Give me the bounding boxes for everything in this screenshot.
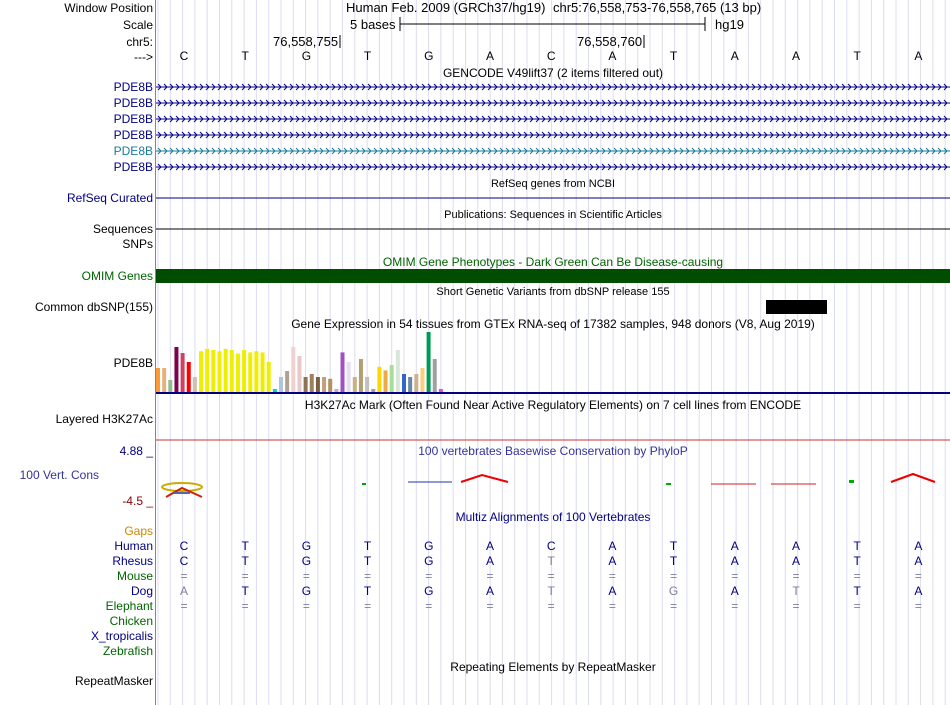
alignment-base-elephant: = [241,599,249,613]
alignment-base-mouse: = [180,569,188,583]
phylop-min-label: -4.5 _ [122,494,153,508]
alignment-base-elephant: = [731,599,739,613]
alignment-base-rhesus: A [791,554,801,568]
gtex-tissue-bar [408,377,412,392]
alignment-base-rhesus: A [485,554,495,568]
alignment-base-elephant: = [302,599,310,613]
gtex-tissue-bar [285,371,289,392]
phylop-max-label: 4.88 _ [119,444,153,458]
alignment-base-dog: T [547,584,555,598]
alignment-base-elephant: = [547,599,555,613]
coordinate-tick-1: 76,558,755 [273,34,339,49]
dbsnp-track-title[interactable]: Short Genetic Variants from dbSNP release 155 [436,286,670,298]
species-label-mouse: Mouse [116,569,153,583]
alignment-base-human: G [301,539,312,553]
gtex-tissue-bar [433,359,437,392]
gencode-track-title[interactable]: GENCODE V49lift37 (2 items filtered out) [442,66,664,80]
gtex-tissue-bar [242,350,246,392]
gencode-gene-label-1[interactable]: PDE8B [113,80,153,94]
alignment-base-mouse: = [241,569,249,583]
dbsnp-variant-bar [766,300,827,314]
gtex-tissue-bar [347,362,351,392]
omim-track-title[interactable]: OMIM Gene Phenotypes - Dark Green Can Be Disease-causing [382,255,724,269]
alignment-base-rhesus: G [424,554,434,568]
alignment-base-rhesus: C [179,554,189,568]
species-label-xtropicalis: X_tropicalis [90,629,153,643]
gtex-tissue-bar [291,347,295,392]
publications-track-title[interactable]: Publications: Sequences in Scientific Articles [444,209,662,221]
sequence-base: A [485,49,495,63]
alignment-base-dog: A [914,584,923,598]
gtex-track-title[interactable]: Gene Expression in 54 tissues from GTEx RNA-seq of 17382 samples, 948 donors (V8, Aug 2019) [291,317,815,331]
sequence-base: G [424,49,434,63]
gtex-tissue-bar [359,359,363,392]
sequence-base: A [791,49,801,63]
sequence-base: C [546,49,556,63]
alignment-base-mouse: = [853,569,861,583]
species-label-zebrafish: Zebrafish [102,644,153,658]
alignment-base-elephant: = [608,599,616,613]
alignment-base-elephant: = [364,599,372,613]
alignment-base-rhesus: T [853,554,861,568]
repeatmasker-track-title[interactable]: Repeating Elements by RepeatMasker [450,660,656,674]
scale-db-text: hg19 [715,17,744,32]
alignment-base-dog: T [853,584,861,598]
gtex-tissue-bar [328,379,332,392]
gtex-tissue-bar [439,389,443,392]
alignment-base-elephant: = [792,599,800,613]
phylop-track-title[interactable]: 100 vertebrates Basewise Conservation by PhyloP [418,444,688,458]
alignment-base-rhesus: T [669,554,678,568]
gtex-tissue-bar [261,352,265,392]
gtex-tissue-bar [365,377,369,392]
gtex-tissue-bar [187,362,191,392]
multiz-track-title[interactable]: Multiz Alignments of 100 Vertebrates [455,510,651,524]
gtex-tissue-bar [297,356,301,392]
alignment-base-human: A [914,539,923,553]
alignment-base-elephant: = [670,599,678,613]
snps-label[interactable]: SNPs [122,237,153,251]
alignment-base-mouse: = [486,569,494,583]
alignment-base-dog: G [668,584,679,598]
sequence-base: T [669,49,678,63]
gtex-tissue-bar [402,374,406,392]
alignment-base-dog: A [179,584,189,598]
alignment-base-human: T [669,539,678,553]
species-label-chicken: Chicken [109,614,153,628]
gtex-tissue-bar [162,368,166,392]
track-image[interactable] [156,0,950,705]
repeatmasker-label[interactable]: RepeatMasker [74,674,153,688]
sequence-base: A [608,49,617,63]
phylop-logo-a [891,474,935,482]
phylop-tick [666,483,671,485]
sequence-base: T [853,49,861,63]
strand-arrow-label: ---> [134,50,153,64]
sequence-base: G [301,49,312,63]
alignment-base-rhesus: A [730,554,739,568]
phylop-logo-a [461,475,508,482]
alignment-base-elephant: = [853,599,861,613]
gtex-tissue-bar [371,389,375,392]
gtex-tissue-bar [279,377,283,392]
alignment-base-dog: A [485,584,495,598]
alignment-base-human: A [730,539,739,553]
gencode-gene-label-5[interactable]: PDE8B [113,144,153,158]
gtex-tissue-bar [316,377,320,392]
gtex-tissue-bar [205,349,209,392]
sequence-base: C [179,49,189,63]
phylop-label[interactable]: 100 Vert. Cons [19,468,99,482]
species-label-human: Human [114,539,153,553]
species-label-dog: Dog [130,584,153,598]
alignment-base-dog: G [424,584,434,598]
window-position-text: chr5:76,558,753-76,558,765 (13 bp) [553,0,762,15]
alignment-base-mouse: = [547,569,555,583]
alignment-base-dog: T [792,584,800,598]
omim-genes-label[interactable]: OMIM Genes [81,269,153,283]
chrom-label: chr5: [126,35,153,49]
phylop-tick [362,483,366,485]
alignment-base-human: A [791,539,801,553]
alignment-base-dog: T [241,584,249,598]
alignment-base-elephant: = [914,599,922,613]
alignment-base-dog: T [363,584,372,598]
alignment-base-mouse: = [731,569,739,583]
gtex-tissue-bar [341,352,345,392]
alignment-base-mouse: = [364,569,372,583]
alignment-base-human: A [608,539,617,553]
gtex-tissue-bar [236,354,240,392]
gtex-tissue-bar [211,350,215,392]
gtex-tissue-bar [420,368,424,392]
alignment-base-mouse: = [302,569,310,583]
alignment-base-human: T [241,539,249,553]
sequence-base: T [363,49,372,63]
refseq-track-title[interactable]: RefSeq genes from NCBI [490,178,616,190]
gtex-tissue-bar [377,367,381,392]
alignment-base-dog: A [730,584,739,598]
gtex-tissue-bar [273,389,277,392]
gtex-tissue-bar [218,351,222,392]
gtex-tissue-bar [193,377,197,392]
sequence-base: A [914,49,923,63]
sequence-base: A [730,49,739,63]
phylop-tick [849,480,854,483]
gtex-tissue-bar [322,377,326,392]
scale-bases-text: 5 bases [350,17,396,32]
alignment-base-rhesus: T [363,554,372,568]
gtex-tissue-bar [156,368,160,392]
assembly-title: Human Feb. 2009 (GRCh37/hg19) [346,0,546,15]
gencode-gene-label-6[interactable]: PDE8B [113,160,153,174]
gtex-tissue-bar [427,332,431,392]
gtex-tissue-bar [334,389,338,392]
gtex-tissue-bar [230,350,234,392]
dbsnp-label[interactable]: Common dbSNP(155) [34,300,153,314]
refseq-curated-label[interactable]: RefSeq Curated [66,191,153,205]
alignment-base-mouse: = [608,569,616,583]
gtex-tissue-bar [267,362,271,392]
gtex-tissue-bar [396,350,400,392]
window-position-label: Window Position [64,1,153,15]
species-label-elephant: Elephant [105,599,153,613]
gtex-gene-label[interactable]: PDE8B [113,356,153,370]
h3k27ac-track-title[interactable]: H3K27Ac Mark (Often Found Near Active Regulatory Elements) on 7 cell lines from ENCODE [304,398,802,412]
gtex-tissue-bar [254,351,258,392]
sequences-label[interactable]: Sequences [92,222,153,236]
gtex-tissue-bar [384,370,388,392]
alignment-base-mouse: = [914,569,922,583]
alignment-base-rhesus: T [241,554,249,568]
gencode-gene-label-2[interactable]: PDE8B [113,96,153,110]
sequence-base: T [241,49,249,63]
alignment-base-dog: A [608,584,617,598]
omim-gene-block [156,269,950,283]
alignment-base-mouse: = [670,569,678,583]
alignment-base-human: G [424,539,434,553]
gtex-tissue-bar [390,365,394,392]
h3k27ac-label[interactable]: Layered H3K27Ac [55,412,153,426]
alignment-base-human: A [485,539,495,553]
gtex-tissue-bar [414,374,418,392]
gtex-tissue-bar [353,377,357,392]
gaps-label: Gaps [124,524,153,538]
alignment-base-human: T [363,539,372,553]
gencode-gene-label-4[interactable]: PDE8B [113,128,153,142]
gtex-tissue-bar [168,380,172,392]
gtex-tissue-bar [304,377,308,392]
track-labels-panel [0,0,156,705]
alignment-base-human: T [853,539,861,553]
alignment-base-mouse: = [425,569,433,583]
gtex-tissue-bar [224,349,228,392]
alignment-base-mouse: = [792,569,800,583]
gtex-tissue-bar [174,347,178,392]
alignment-base-dog: G [301,584,312,598]
gtex-tissue-bar [199,351,203,392]
alignment-base-human: C [179,539,189,553]
alignment-base-elephant: = [486,599,494,613]
coordinate-tick-2: 76,558,760 [577,34,643,49]
alignment-base-elephant: = [425,599,433,613]
alignment-base-rhesus: G [301,554,312,568]
gencode-gene-label-3[interactable]: PDE8B [113,112,153,126]
alignment-base-elephant: = [180,599,188,613]
species-label-rhesus: Rhesus [112,554,153,568]
alignment-base-human: C [546,539,556,553]
gtex-tissue-bar [310,374,314,392]
gtex-tissue-bar [248,352,252,392]
alignment-base-rhesus: T [547,554,555,568]
scale-label: Scale [122,18,153,32]
alignment-base-rhesus: A [608,554,617,568]
alignment-base-rhesus: A [914,554,923,568]
gtex-tissue-bar [181,353,185,392]
